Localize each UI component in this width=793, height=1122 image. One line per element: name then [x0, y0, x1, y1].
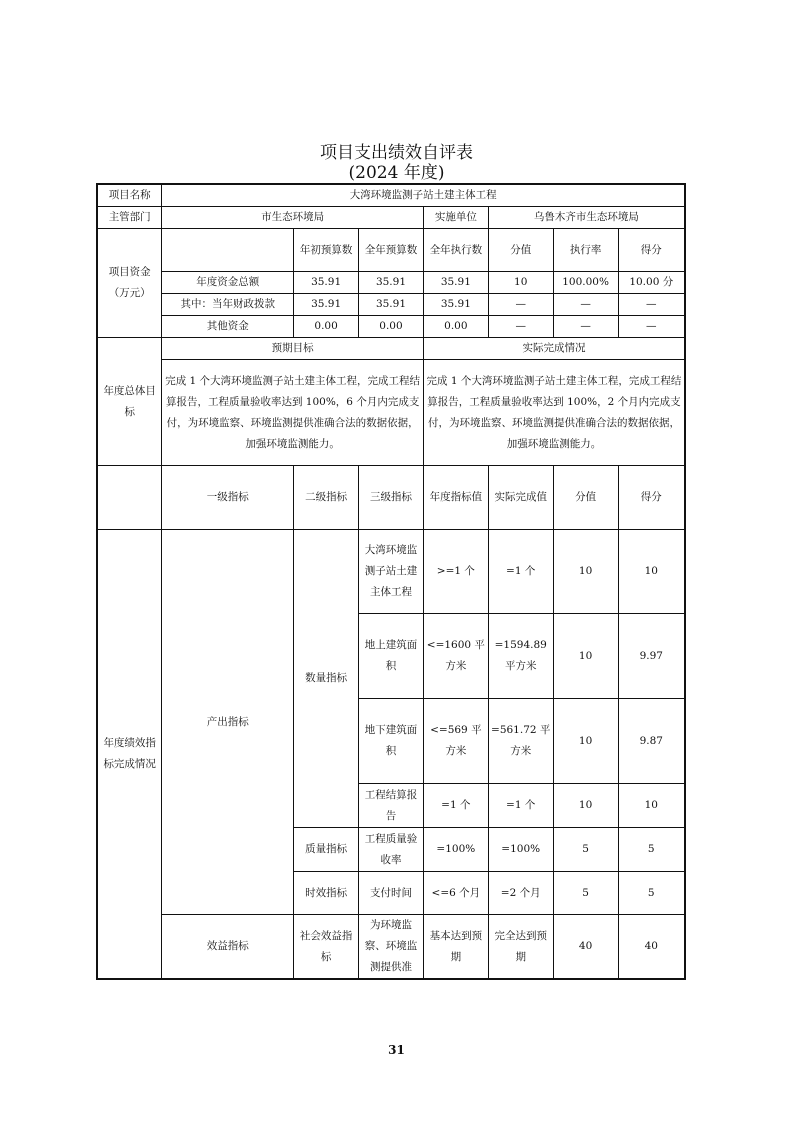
indicator-corner: [97, 466, 162, 530]
funds-cell: 35.91: [359, 294, 424, 316]
page-number: 31: [388, 1043, 405, 1057]
level1-benefit: 效益指标: [162, 915, 294, 980]
target-value: <=6 个月: [423, 872, 488, 915]
performance-table: [96, 183, 686, 980]
level2-quantity: 数量指标: [294, 530, 359, 828]
indicator-header: 一级指标: [162, 466, 294, 530]
level1-output: 产出指标: [162, 530, 294, 915]
funds-cell: 100.00%: [553, 272, 618, 294]
indicator-header: 得分: [618, 466, 685, 530]
got-score: 9.97: [618, 614, 685, 699]
goals-label: 年度总体目标: [97, 338, 162, 466]
funds-label: 项目资金（万元）: [97, 229, 162, 338]
score: 10: [553, 699, 618, 784]
got-score: 10: [618, 530, 685, 614]
expected-goal-text: 完成 1 个大湾环境监测子站土建主体工程，完成工程结算报告，工程质量验收率达到 100%，6 个月内完成支付，为环境监察、环境监测提供准确合法的数据依据，加强环境监测能力。: [162, 360, 424, 466]
funds-header: 执行率: [553, 229, 618, 272]
funds-row-name: 其他资金: [162, 316, 294, 338]
funds-row: [97, 294, 685, 316]
got-score: 40: [618, 915, 685, 980]
level3-name: 工程结算报告: [359, 784, 424, 828]
funds-header: 全年执行数: [423, 229, 488, 272]
funds-cell: —: [618, 316, 685, 338]
page-title: 项目支出绩效自评表: [320, 143, 473, 163]
dept-label: 主管部门: [97, 207, 162, 229]
impl-unit-value: 乌鲁木齐市生态环境局: [488, 207, 685, 229]
funds-row-name: 其中：当年财政拨款: [162, 294, 294, 316]
level2-timeliness: 时效指标: [294, 872, 359, 915]
funds-cell: —: [488, 294, 553, 316]
got-score: 5: [618, 872, 685, 915]
actual-value: =1 个: [488, 530, 553, 614]
target-value: >=1 个: [423, 530, 488, 614]
score: 5: [553, 828, 618, 872]
score: 10: [553, 784, 618, 828]
funds-cell: 35.91: [423, 294, 488, 316]
got-score: 9.87: [618, 699, 685, 784]
score: 5: [553, 872, 618, 915]
target-value: =1 个: [423, 784, 488, 828]
actual-value: =1594.89 平方米: [488, 614, 553, 699]
funds-cell: 0.00: [359, 316, 424, 338]
target-value: <=569 平方米: [423, 699, 488, 784]
funds-header: 得分: [618, 229, 685, 272]
level3-name: 大湾环境监测子站土建主体工程: [359, 530, 424, 614]
impl-unit-label: 实施单位: [423, 207, 488, 229]
actual-value: =100%: [488, 828, 553, 872]
funds-cell: —: [553, 294, 618, 316]
actual-goal-text: 完成 1 个大湾环境监测子站土建主体工程，完成工程结算报告，工程质量验收率达到 100%，2 个月内完成支付，为环境监察、环境监测提供准确合法的数据依据，加强环境监测能力。: [423, 360, 685, 466]
score: 40: [553, 915, 618, 980]
table-row: [97, 915, 685, 980]
funds-cell: —: [553, 316, 618, 338]
funds-row: [97, 316, 685, 338]
indicator-header: 二级指标: [294, 466, 359, 530]
actual-value: 完全达到预期: [488, 915, 553, 980]
page-subtitle: (2024 年度): [348, 163, 445, 183]
funds-cell: 10.00 分: [618, 272, 685, 294]
score: 10: [553, 530, 618, 614]
level3-name: 为环境监察、环境监测提供准: [359, 915, 424, 980]
funds-cell: —: [618, 294, 685, 316]
funds-header: 年初预算数: [294, 229, 359, 272]
target-value: 基本达到预期: [423, 915, 488, 980]
funds-cell: 10: [488, 272, 553, 294]
project-name-value: 大湾环境监测子站土建主体工程: [162, 184, 685, 207]
target-value: <=1600 平方米: [423, 614, 488, 699]
level3-name: 工程质量验收率: [359, 828, 424, 872]
got-score: 5: [618, 828, 685, 872]
dept-value: 市生态环境局: [162, 207, 424, 229]
actual-goal-label: 实际完成情况: [423, 338, 685, 360]
level3-name: 地下建筑面积: [359, 699, 424, 784]
funds-cell: 0.00: [423, 316, 488, 338]
funds-corner: [162, 229, 294, 272]
target-value: =100%: [423, 828, 488, 872]
funds-cell: —: [488, 316, 553, 338]
indicator-header: 分值: [553, 466, 618, 530]
funds-cell: 35.91: [423, 272, 488, 294]
indicator-header: 年度指标值: [423, 466, 488, 530]
table-row: [97, 530, 685, 614]
level3-name: 支付时间: [359, 872, 424, 915]
indicator-section-label: 年度绩效指标完成情况: [97, 530, 162, 980]
score: 10: [553, 614, 618, 699]
funds-row: [97, 272, 685, 294]
actual-value: =561.72 平方米: [488, 699, 553, 784]
project-name-label: 项目名称: [97, 184, 162, 207]
actual-value: =2 个月: [488, 872, 553, 915]
funds-header: 分值: [488, 229, 553, 272]
level2-social: 社会效益指标: [294, 915, 359, 980]
level2-quality: 质量指标: [294, 828, 359, 872]
indicator-header: 三级指标: [359, 466, 424, 530]
funds-cell: 35.91: [359, 272, 424, 294]
funds-row-name: 年度资金总额: [162, 272, 294, 294]
funds-cell: 35.91: [294, 294, 359, 316]
expected-goal-label: 预期目标: [162, 338, 424, 360]
actual-value: =1 个: [488, 784, 553, 828]
indicator-header: 实际完成值: [488, 466, 553, 530]
got-score: 10: [618, 784, 685, 828]
funds-cell: 35.91: [294, 272, 359, 294]
funds-cell: 0.00: [294, 316, 359, 338]
level3-name: 地上建筑面积: [359, 614, 424, 699]
funds-header: 全年预算数: [359, 229, 424, 272]
